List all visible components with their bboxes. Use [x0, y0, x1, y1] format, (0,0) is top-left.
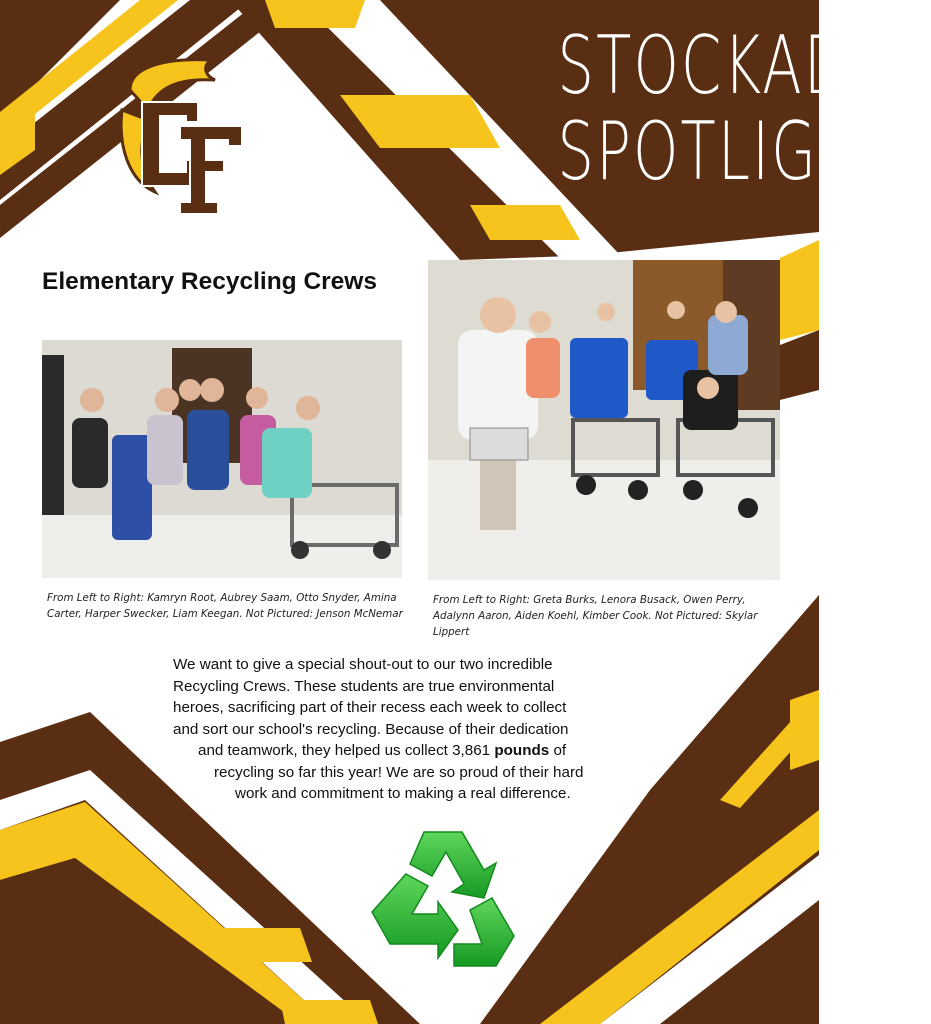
- body-line-2: Recycling Crews. These students are true environmental: [173, 677, 555, 695]
- photo-1-caption: From Left to Right: Kamryn Root, Aubrey Saam, Otto Snyder, Amina Carter, Harper Swecker, Liam Keegan. Not Pictured: Jenson McNemar: [47, 592, 403, 620]
- masthead-title: [557, 19, 931, 198]
- recycle-icon: [366, 826, 520, 968]
- orchard-farm-logo-icon: [110, 50, 250, 220]
- body-line-5-text: and teamwork, they helped us collect 3,861: [198, 742, 491, 759]
- body-line-1: We want to give a special shout-out to our two incredible: [173, 656, 553, 673]
- pounds-emphasis: pounds: [494, 742, 550, 759]
- section-title: Elementary Recycling Crews: [42, 268, 377, 295]
- body-line-6: recycling so far this year! We are so proud of their hard: [214, 763, 584, 781]
- recycling-crew-photo-1: [42, 340, 402, 578]
- body-line-3: heroes, sacrificing part of their recess each week to collect: [173, 699, 567, 716]
- body-line-4: and sort our school's recycling. Because of their dedication: [173, 720, 569, 738]
- body-line-5: [160, 740, 630, 762]
- announcement-body: [160, 654, 630, 805]
- recycling-crew-photo-2: [428, 260, 780, 580]
- masthead-line-2: SPOTLIGHT: [557, 105, 901, 198]
- body-line-7: work and commitment to making a real difference.: [235, 785, 571, 802]
- masthead-line-1: STOCKADER: [557, 19, 931, 112]
- photo-2-caption: From Left to Right: Greta Burks, Lenora Busack, Owen Perry, Adalynn Aaron, Aiden Koehl, Kimber Cook. Not Pictured: Skylar Lippert: [433, 594, 758, 638]
- body-line-5-tail: of: [553, 742, 567, 759]
